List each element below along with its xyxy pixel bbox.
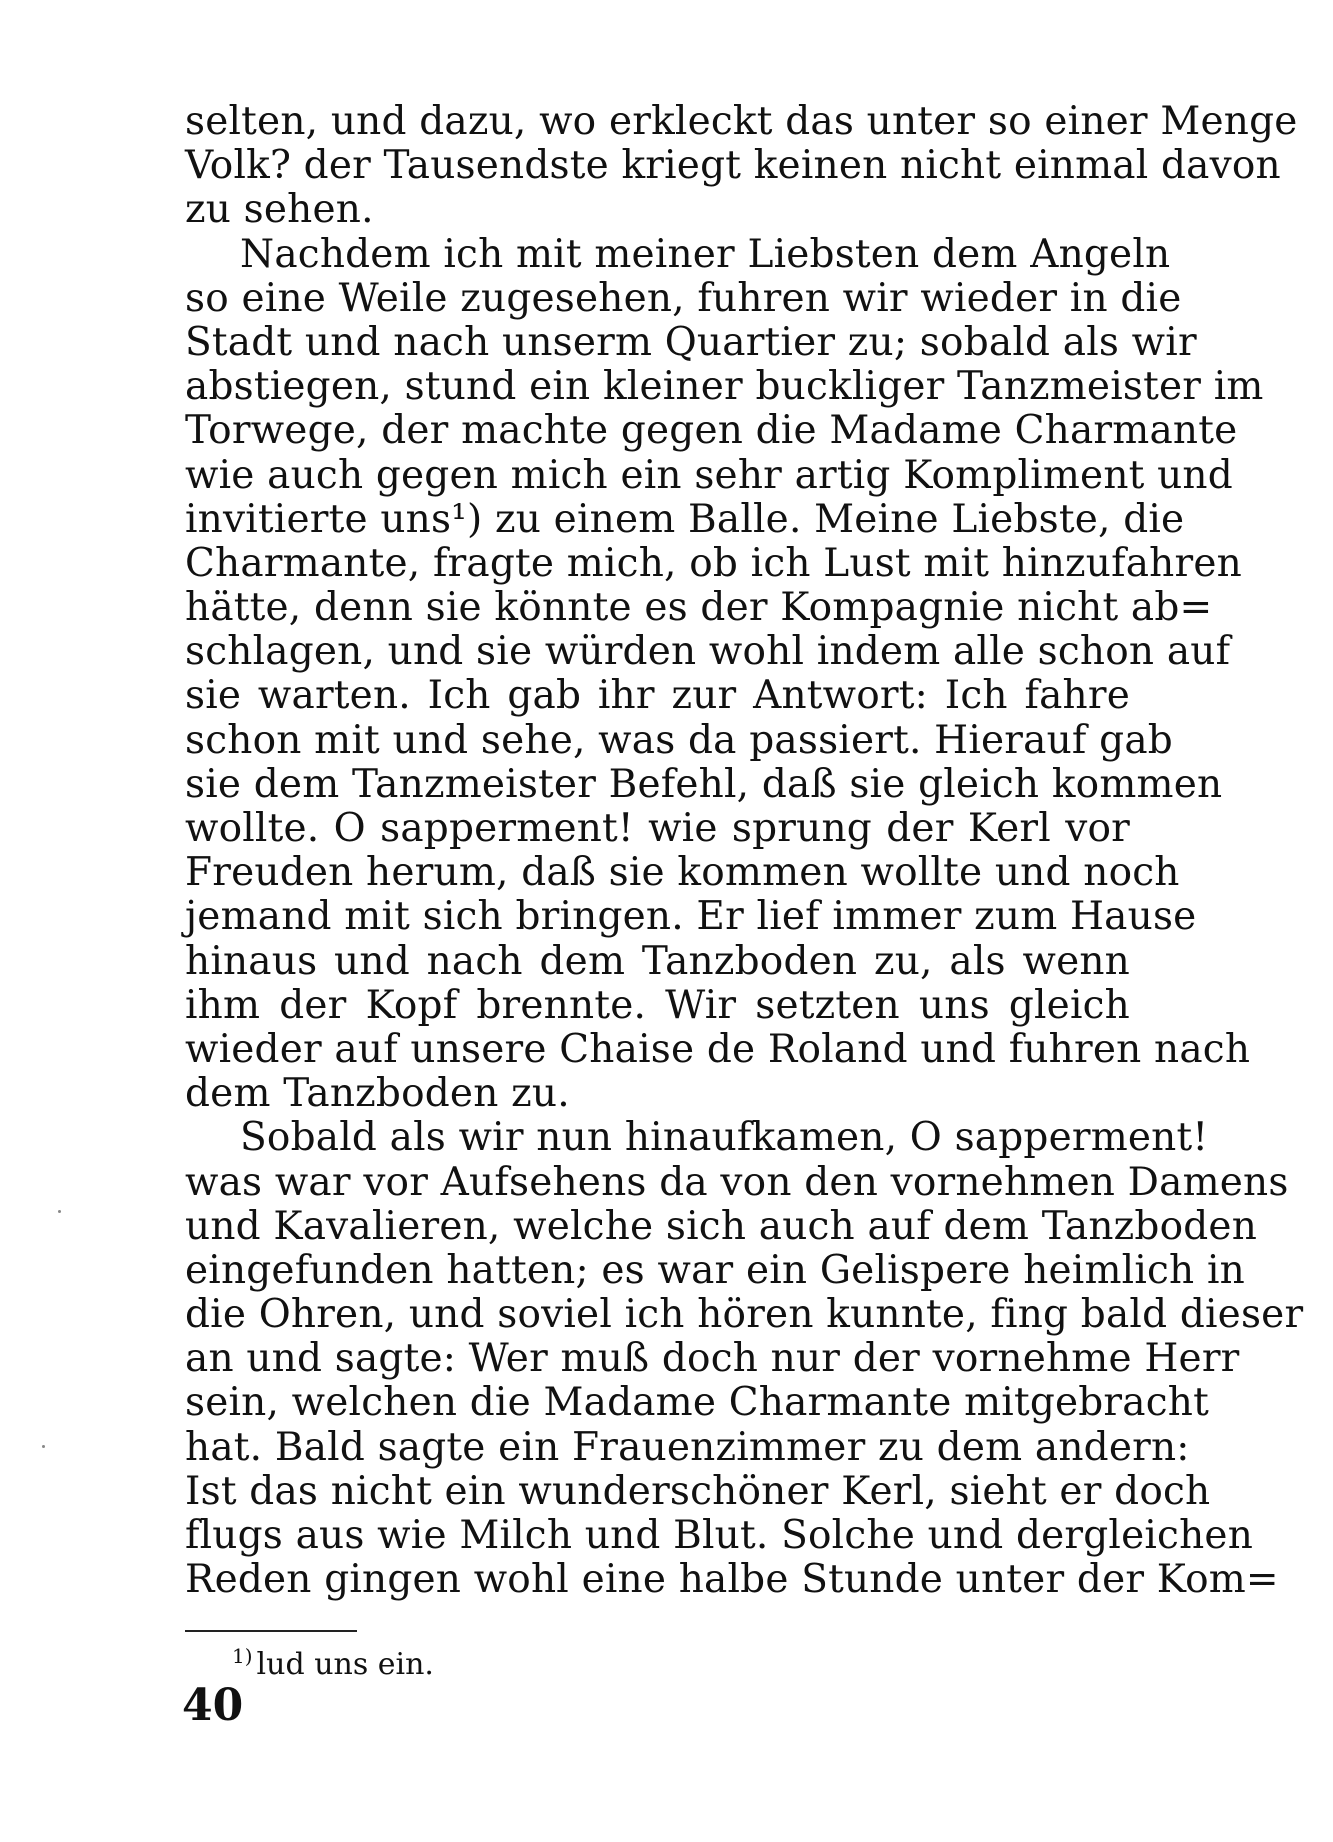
text-line: wollte. O sapperment! wie sprung der Kerl vor <box>185 806 1130 851</box>
text-line: und Kavalieren, welche sich auch auf dem Tanzboden <box>185 1203 1258 1249</box>
text-line: hätte, denn sie könnte es der Kompagnie nicht ab= <box>185 585 1213 631</box>
text-line: selten, und dazu, wo erkleckt das unter so einer Menge <box>185 99 1298 144</box>
text-line: hat. Bald sagte ein Frauenzimmer zu dem andern: <box>185 1424 1190 1470</box>
text-line: flugs aus wie Milch und Blut. Solche und dergleichen <box>185 1513 1254 1558</box>
paragraph-start-line: Sobald als wir nun hinaufkamen, O sapperment! <box>240 1115 1209 1161</box>
footnote-divider <box>185 1630 357 1632</box>
text-line: wieder auf unsere Chaise de Roland und fuhren nach <box>185 1026 1251 1072</box>
text-line: dem Tanzboden zu. <box>185 1071 570 1117</box>
text-line: hinaus und nach dem Tanzboden zu, als wenn <box>185 938 1130 984</box>
text-line: Charmante, fragte mich, ob ich Lust mit hinzufahren <box>185 540 1242 586</box>
body-text <box>185 99 1304 1603</box>
text-line: Stadt und nach unserm Quartier zu; sobald als wir <box>185 319 1197 365</box>
text-line: schlagen, und sie würden wohl indem alle schon auf <box>185 629 1231 675</box>
scan-speck <box>42 1445 45 1448</box>
text-line: schon mit und sehe, was da passiert. Hierauf gab <box>185 717 1173 763</box>
text-line: Ist das nicht ein wunderschöner Kerl, sieht er doch <box>185 1468 1211 1514</box>
paragraph-start-line: Nachdem ich mit meiner Liebsten dem Angeln <box>240 231 1171 277</box>
text-line: eingefunden hatten; es war ein Gelispere heimlich in <box>185 1247 1245 1293</box>
text-line: ihm der Kopf brennte. Wir setzten uns gleich <box>185 982 1130 1028</box>
text-line: sie warten. Ich gab ihr zur Antwort: Ich fahre <box>185 673 1130 719</box>
text-line: sein, welchen die Madame Charmante mitgebracht <box>185 1380 1209 1426</box>
text-line: was war vor Aufsehens da von den vornehmen Damens <box>185 1159 1289 1205</box>
text-line: jemand mit sich bringen. Er lief immer zum Hause <box>185 894 1197 940</box>
text-line: so eine Weile zugesehen, fuhren wir wieder in die <box>185 275 1182 321</box>
text-line: wie auch gegen mich ein sehr artig Kompliment und <box>185 452 1233 498</box>
text-line: Reden gingen wohl eine halbe Stunde unter der Kom= <box>185 1557 1279 1603</box>
footnote-mark: 1) <box>232 1644 253 1668</box>
text-line: invitierte uns¹) zu einem Balle. Meine Liebste, die <box>185 496 1185 542</box>
text-line: Volk? der Tausendste kriegt keinen nicht einmal davon <box>185 143 1281 189</box>
text-line: abstiegen, stund ein kleiner buckliger Tanzmeister im <box>185 364 1264 410</box>
text-line: zu sehen. <box>185 187 374 233</box>
text-line: Freuden herum, daß sie kommen wollte und noch <box>185 850 1180 896</box>
page-number: 40 <box>182 1680 244 1731</box>
text-line: sie dem Tanzmeister Befehl, daß sie gleich kommen <box>185 761 1223 807</box>
text-line: die Ohren, und soviel ich hören kunnte, fing bald dieser <box>185 1292 1304 1338</box>
text-line: an und sagte: Wer muß doch nur der vornehme Herr <box>185 1336 1240 1382</box>
footnote <box>232 1636 434 1685</box>
scan-speck <box>58 1210 61 1213</box>
text-line: Torwege, der machte gegen die Madame Charmante <box>185 408 1238 454</box>
footnote-text: lud uns ein. <box>256 1647 434 1682</box>
